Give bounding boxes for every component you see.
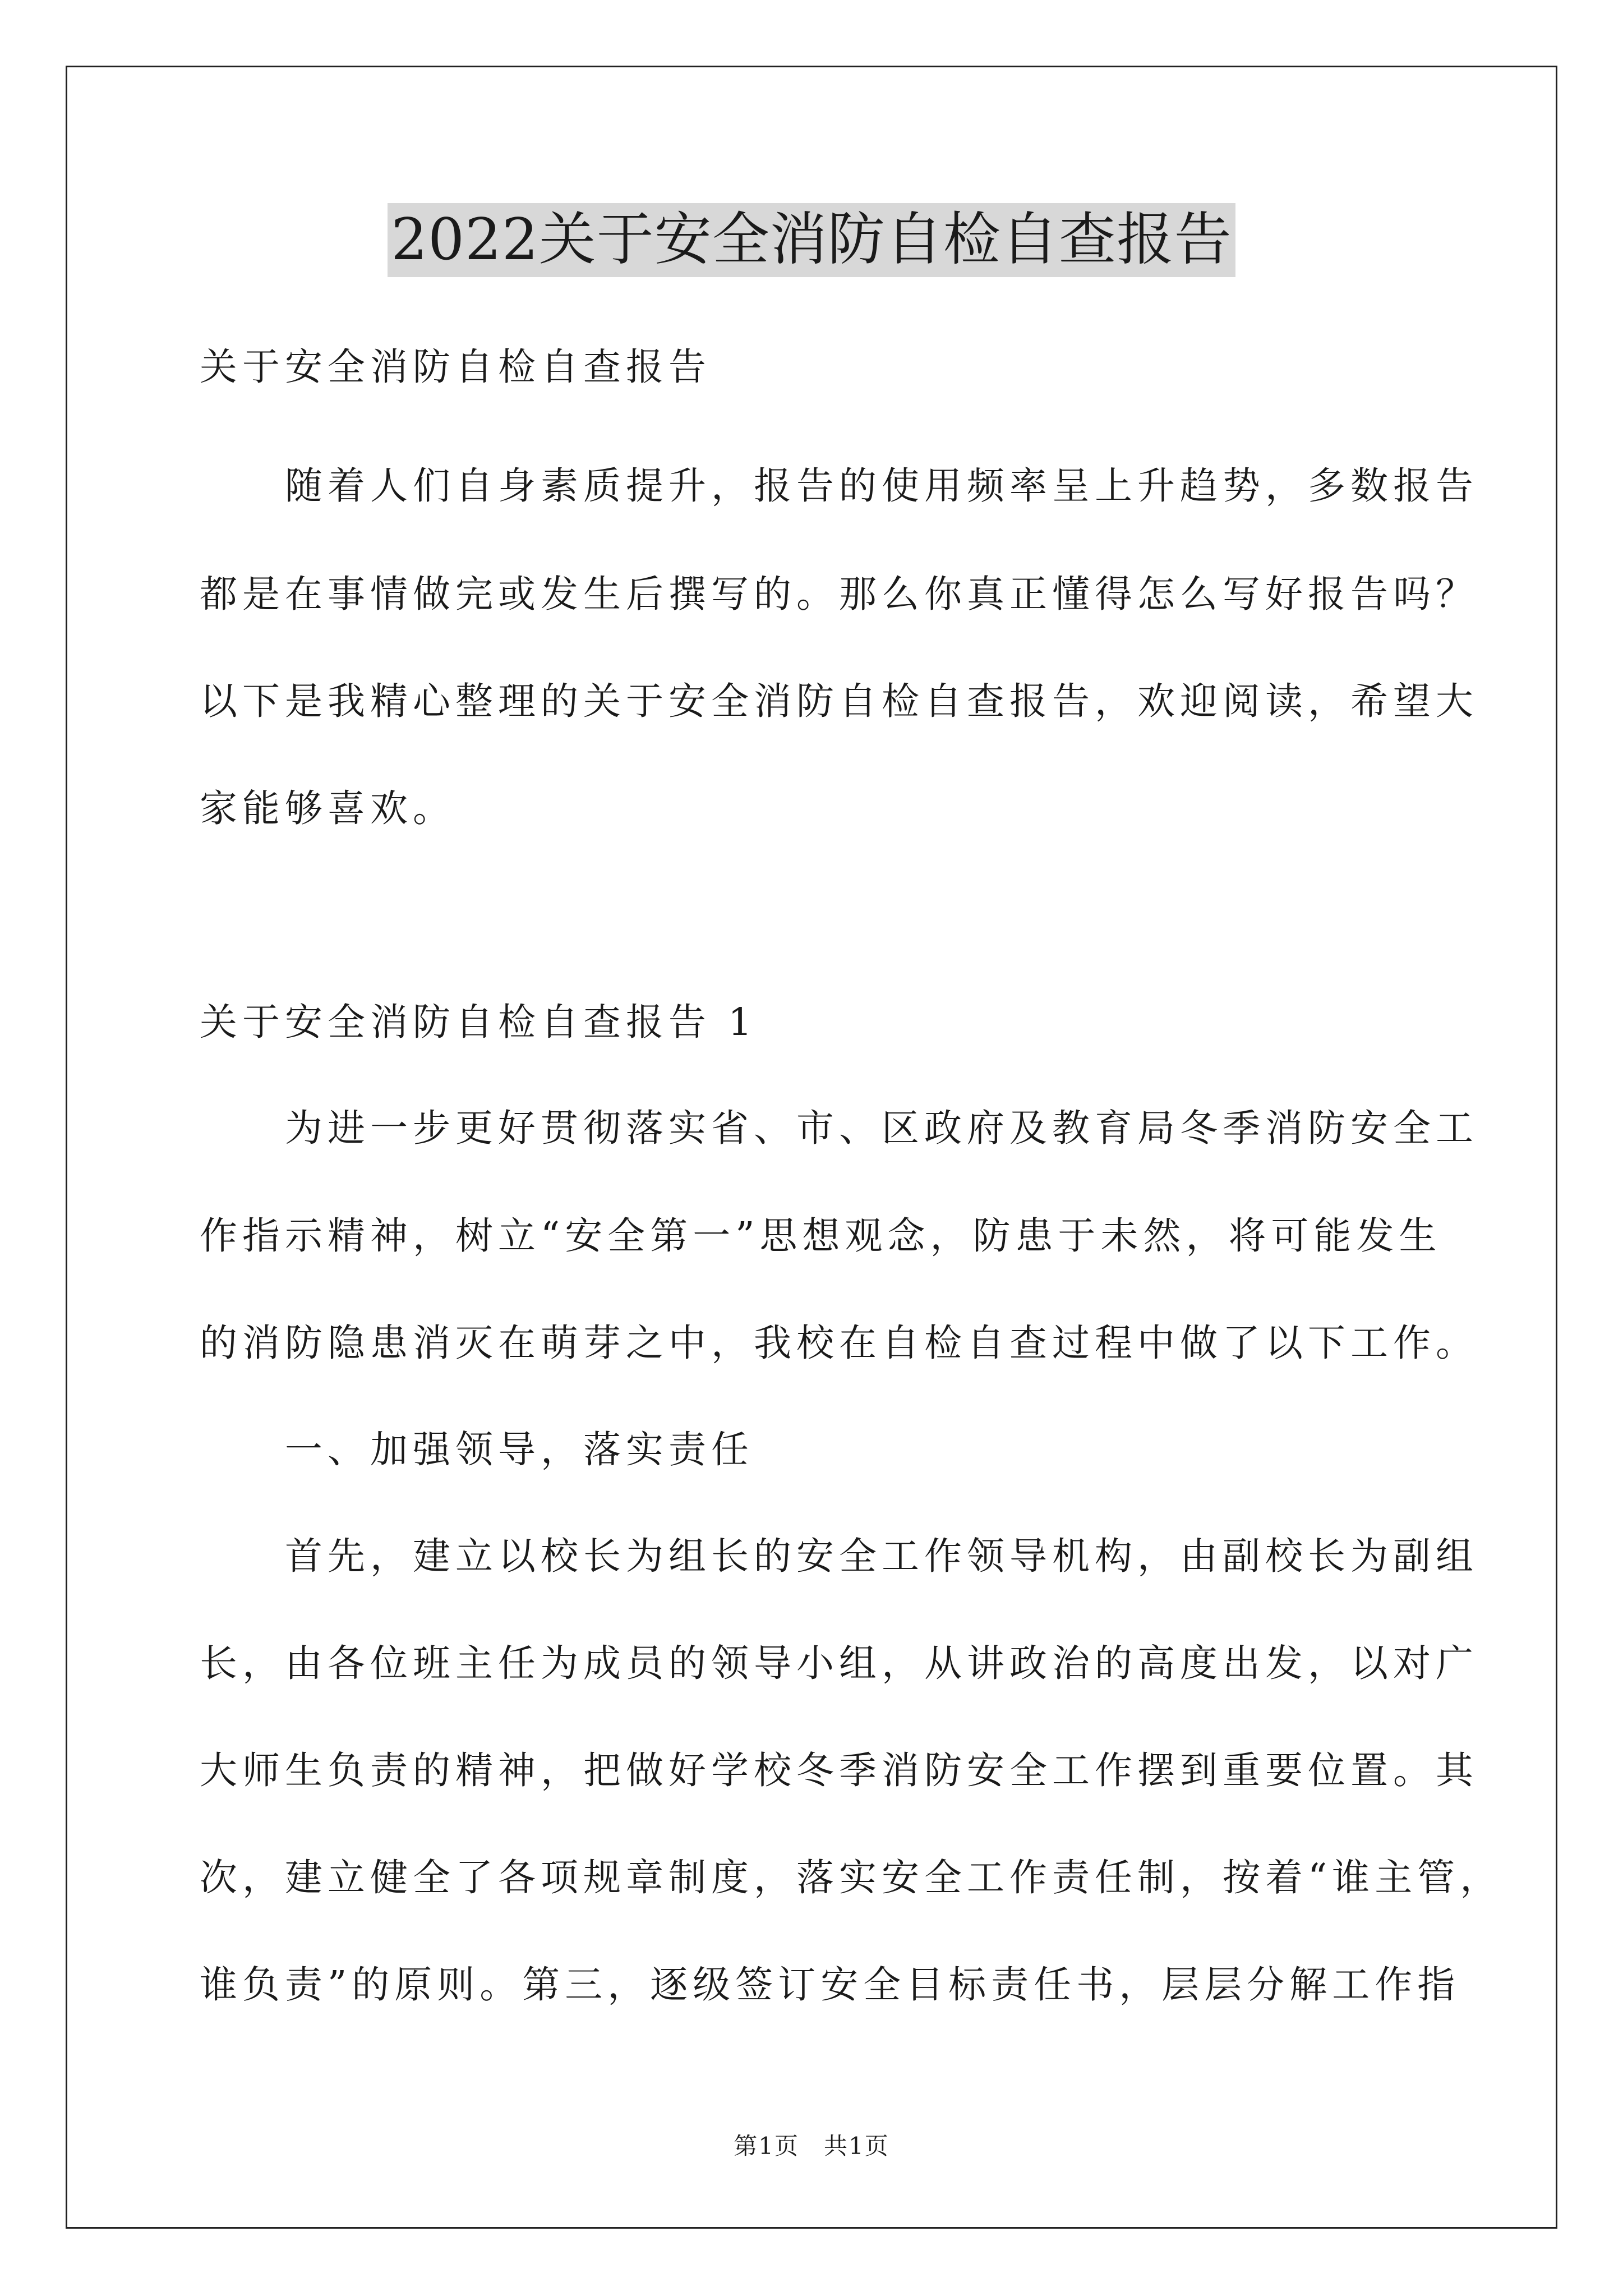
text-line-2: 随着人们自身素质提升，报告的使用频率呈上升趋势，多数报告 (200, 464, 1478, 508)
text-line-7: 为进一步更好贯彻落实省、市、区政府及教育局冬季消防安全工 (200, 1106, 1478, 1150)
text-line-3: 都是在事情做完或发生后撰写的。那么你真正懂得怎么写好报告吗？ (200, 572, 1478, 616)
text-line-4: 以下是我精心整理的关于安全消防自检自查报告，欢迎阅读，希望大 (200, 679, 1478, 723)
text-line-13: 大师生负责的精神，把做好学校冬季消防安全工作摆到重要位置。其 (200, 1749, 1478, 1792)
text-line-12: 长，由各位班主任为成员的领导小组，从讲政治的高度出发，以对广 (200, 1641, 1478, 1685)
text-line-15: 谁负责”的原则。第三，逐级签订安全目标责任书，层层分解工作指 (200, 1963, 1460, 2007)
page-footer: 第1页 共1页 (734, 2132, 889, 2160)
text-line-14: 次，建立健全了各项规章制度，落实安全工作责任制，按着“谁主管， (200, 1856, 1503, 1899)
text-line-10: 一、加强领导，落实责任 (200, 1428, 754, 1471)
text-line-9: 的消防隐患消灭在萌芽之中，我校在自检自查过程中做了以下工作。 (200, 1321, 1478, 1365)
text-line-11: 首先，建立以校长为组长的安全工作领导机构，由副校长为副组 (200, 1534, 1478, 1578)
text-line-6: 关于安全消防自检自查报告 1 (200, 1000, 757, 1044)
title-container (0, 203, 1623, 277)
document-title: 2022关于安全消防自检自查报告 (388, 203, 1235, 277)
text-line-5: 家能够喜欢。 (200, 786, 455, 830)
text-line-8: 作指示精神，树立“安全第一”思想观念，防患于未然，将可能发生 (200, 1214, 1442, 1258)
text-line-1: 关于安全消防自检自查报告 (200, 345, 711, 389)
